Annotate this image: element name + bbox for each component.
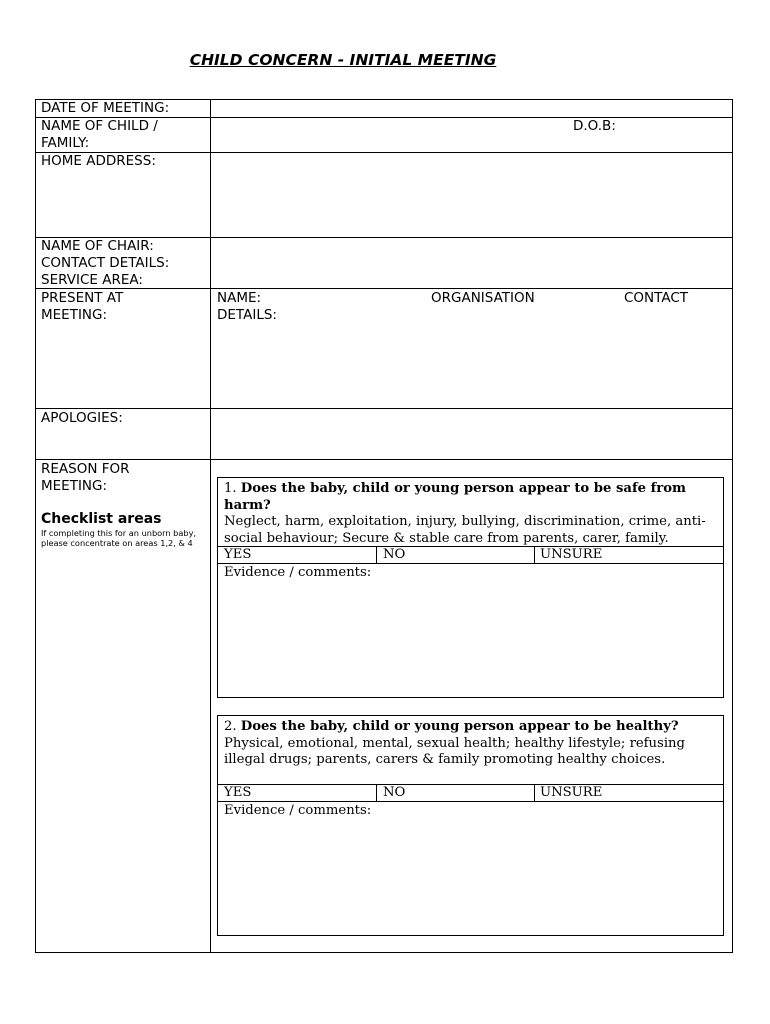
label-contact-details: CONTACT DETAILS: bbox=[41, 255, 170, 271]
divider bbox=[218, 546, 723, 547]
option-unsure[interactable]: UNSURE bbox=[540, 547, 603, 562]
option-unsure[interactable]: UNSURE bbox=[540, 785, 603, 800]
label-apologies: APOLOGIES: bbox=[41, 410, 123, 426]
evidence-comments-label: Evidence / comments: bbox=[224, 565, 372, 580]
question-2-text bbox=[224, 719, 719, 769]
question-1-number: 1. bbox=[224, 481, 237, 496]
question-box-2 bbox=[217, 715, 724, 936]
label-reason-meeting: MEETING: bbox=[41, 478, 108, 494]
checklist-note: If completing this for an unborn baby, please concentrate on areas 1,2, & 4 bbox=[41, 528, 197, 548]
divider bbox=[534, 784, 535, 802]
checklist-title: Checklist areas bbox=[41, 511, 162, 527]
question-1-heading: Does the baby, child or young person appear to be safe from harm? bbox=[224, 481, 686, 513]
option-yes[interactable]: YES bbox=[224, 785, 252, 800]
label-family: FAMILY: bbox=[41, 135, 90, 151]
question-2-number: 2. bbox=[224, 719, 237, 734]
question-1-description: Neglect, harm, exploitation, injury, bullying, discrimination, crime, anti-social behaviour; Secure & stable care from parents, carer, family. bbox=[224, 514, 706, 546]
evidence-comments-label: Evidence / comments: bbox=[224, 803, 372, 818]
question-1-text bbox=[224, 481, 719, 547]
label-home-address: HOME ADDRESS: bbox=[41, 153, 156, 169]
label-present-at: PRESENT AT bbox=[41, 290, 124, 306]
row-divider bbox=[35, 459, 733, 460]
column-divider bbox=[210, 99, 211, 953]
divider bbox=[218, 784, 723, 785]
option-no[interactable]: NO bbox=[383, 785, 406, 800]
divider bbox=[376, 546, 377, 564]
divider bbox=[218, 563, 723, 564]
divider bbox=[534, 546, 535, 564]
label-date-of-meeting: DATE OF MEETING: bbox=[41, 100, 170, 116]
option-yes[interactable]: YES bbox=[224, 547, 252, 562]
label-dob: D.O.B: bbox=[573, 118, 616, 134]
label-meeting: MEETING: bbox=[41, 307, 108, 323]
label-name-of-chair: NAME OF CHAIR: bbox=[41, 238, 154, 254]
question-2-description: Physical, emotional, mental, sexual health; healthy lifestyle; refusing illegal drugs; parents, carers & family promoting healthy choices. bbox=[224, 735, 685, 767]
present-col-name: NAME: bbox=[217, 290, 262, 306]
question-2-heading: Does the baby, child or young person appear to be healthy? bbox=[240, 719, 679, 734]
row-divider bbox=[35, 408, 733, 409]
label-name-of-child: NAME OF CHILD / bbox=[41, 118, 158, 134]
label-reason-for: REASON FOR bbox=[41, 461, 130, 477]
divider bbox=[376, 784, 377, 802]
present-col-details: DETAILS: bbox=[217, 307, 277, 323]
present-col-contact: CONTACT bbox=[624, 290, 689, 306]
form-title: CHILD CONCERN - INITIAL MEETING bbox=[189, 51, 497, 69]
question-box-1 bbox=[217, 477, 724, 698]
label-service-area: SERVICE AREA: bbox=[41, 272, 143, 288]
divider bbox=[218, 801, 723, 802]
present-col-organisation: ORGANISATION bbox=[431, 290, 535, 306]
option-no[interactable]: NO bbox=[383, 547, 406, 562]
